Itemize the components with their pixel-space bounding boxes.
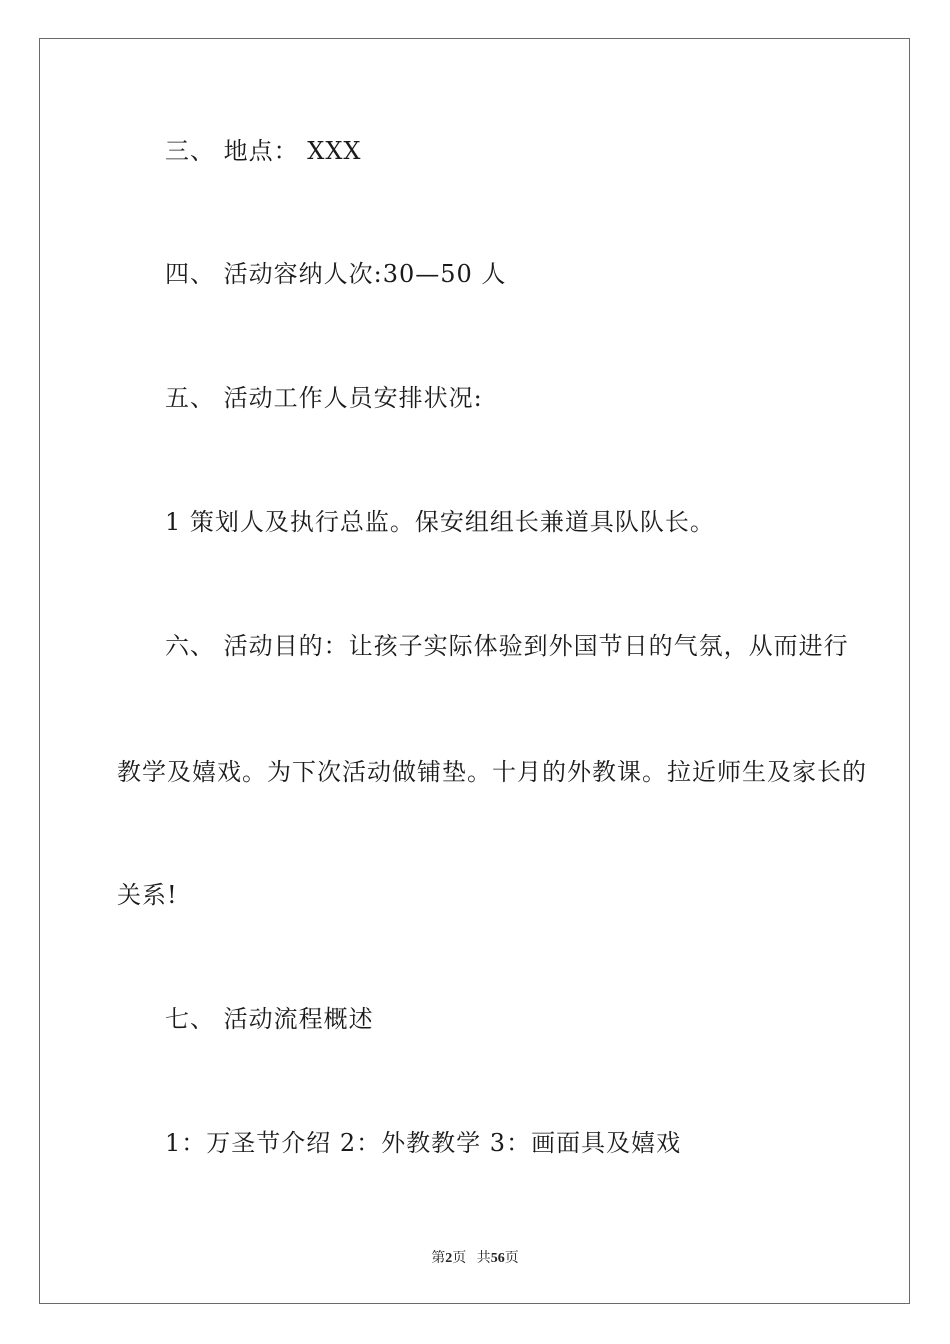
section-three-location: 三、 地点： XXX bbox=[165, 137, 362, 165]
page-prefix: 第 bbox=[431, 1251, 446, 1266]
staff-item-1: 1 策划人及执行总监。保安组组长兼道具队队长。 bbox=[165, 508, 715, 536]
section-four-capacity: 四、 活动容纳人次:30—50 人 bbox=[165, 260, 507, 288]
section-six-purpose: 六、 活动目的：让孩子实际体验到外国节日的气氛，从而进行 bbox=[165, 632, 849, 660]
page-border bbox=[39, 38, 910, 1304]
page-suffix: 页 bbox=[452, 1251, 467, 1266]
total-pages: 56 bbox=[490, 1251, 505, 1266]
page-number: 2 bbox=[445, 1251, 453, 1266]
total-suffix: 页 bbox=[504, 1251, 519, 1266]
section-seven-process: 七、 活动流程概述 bbox=[165, 1005, 374, 1033]
total-prefix: 共 bbox=[476, 1251, 491, 1266]
process-steps: 1：万圣节介绍 2：外教教学 3：画面具及嬉戏 bbox=[165, 1129, 682, 1157]
section-six-purpose-cont-2: 关系! bbox=[117, 881, 178, 909]
page-footer bbox=[0, 1247, 950, 1267]
section-six-purpose-cont-1: 教学及嬉戏。为下次活动做铺垫。十月的外教课。拉近师生及家长的 bbox=[117, 758, 867, 786]
section-five-staff: 五、 活动工作人员安排状况: bbox=[165, 384, 483, 412]
